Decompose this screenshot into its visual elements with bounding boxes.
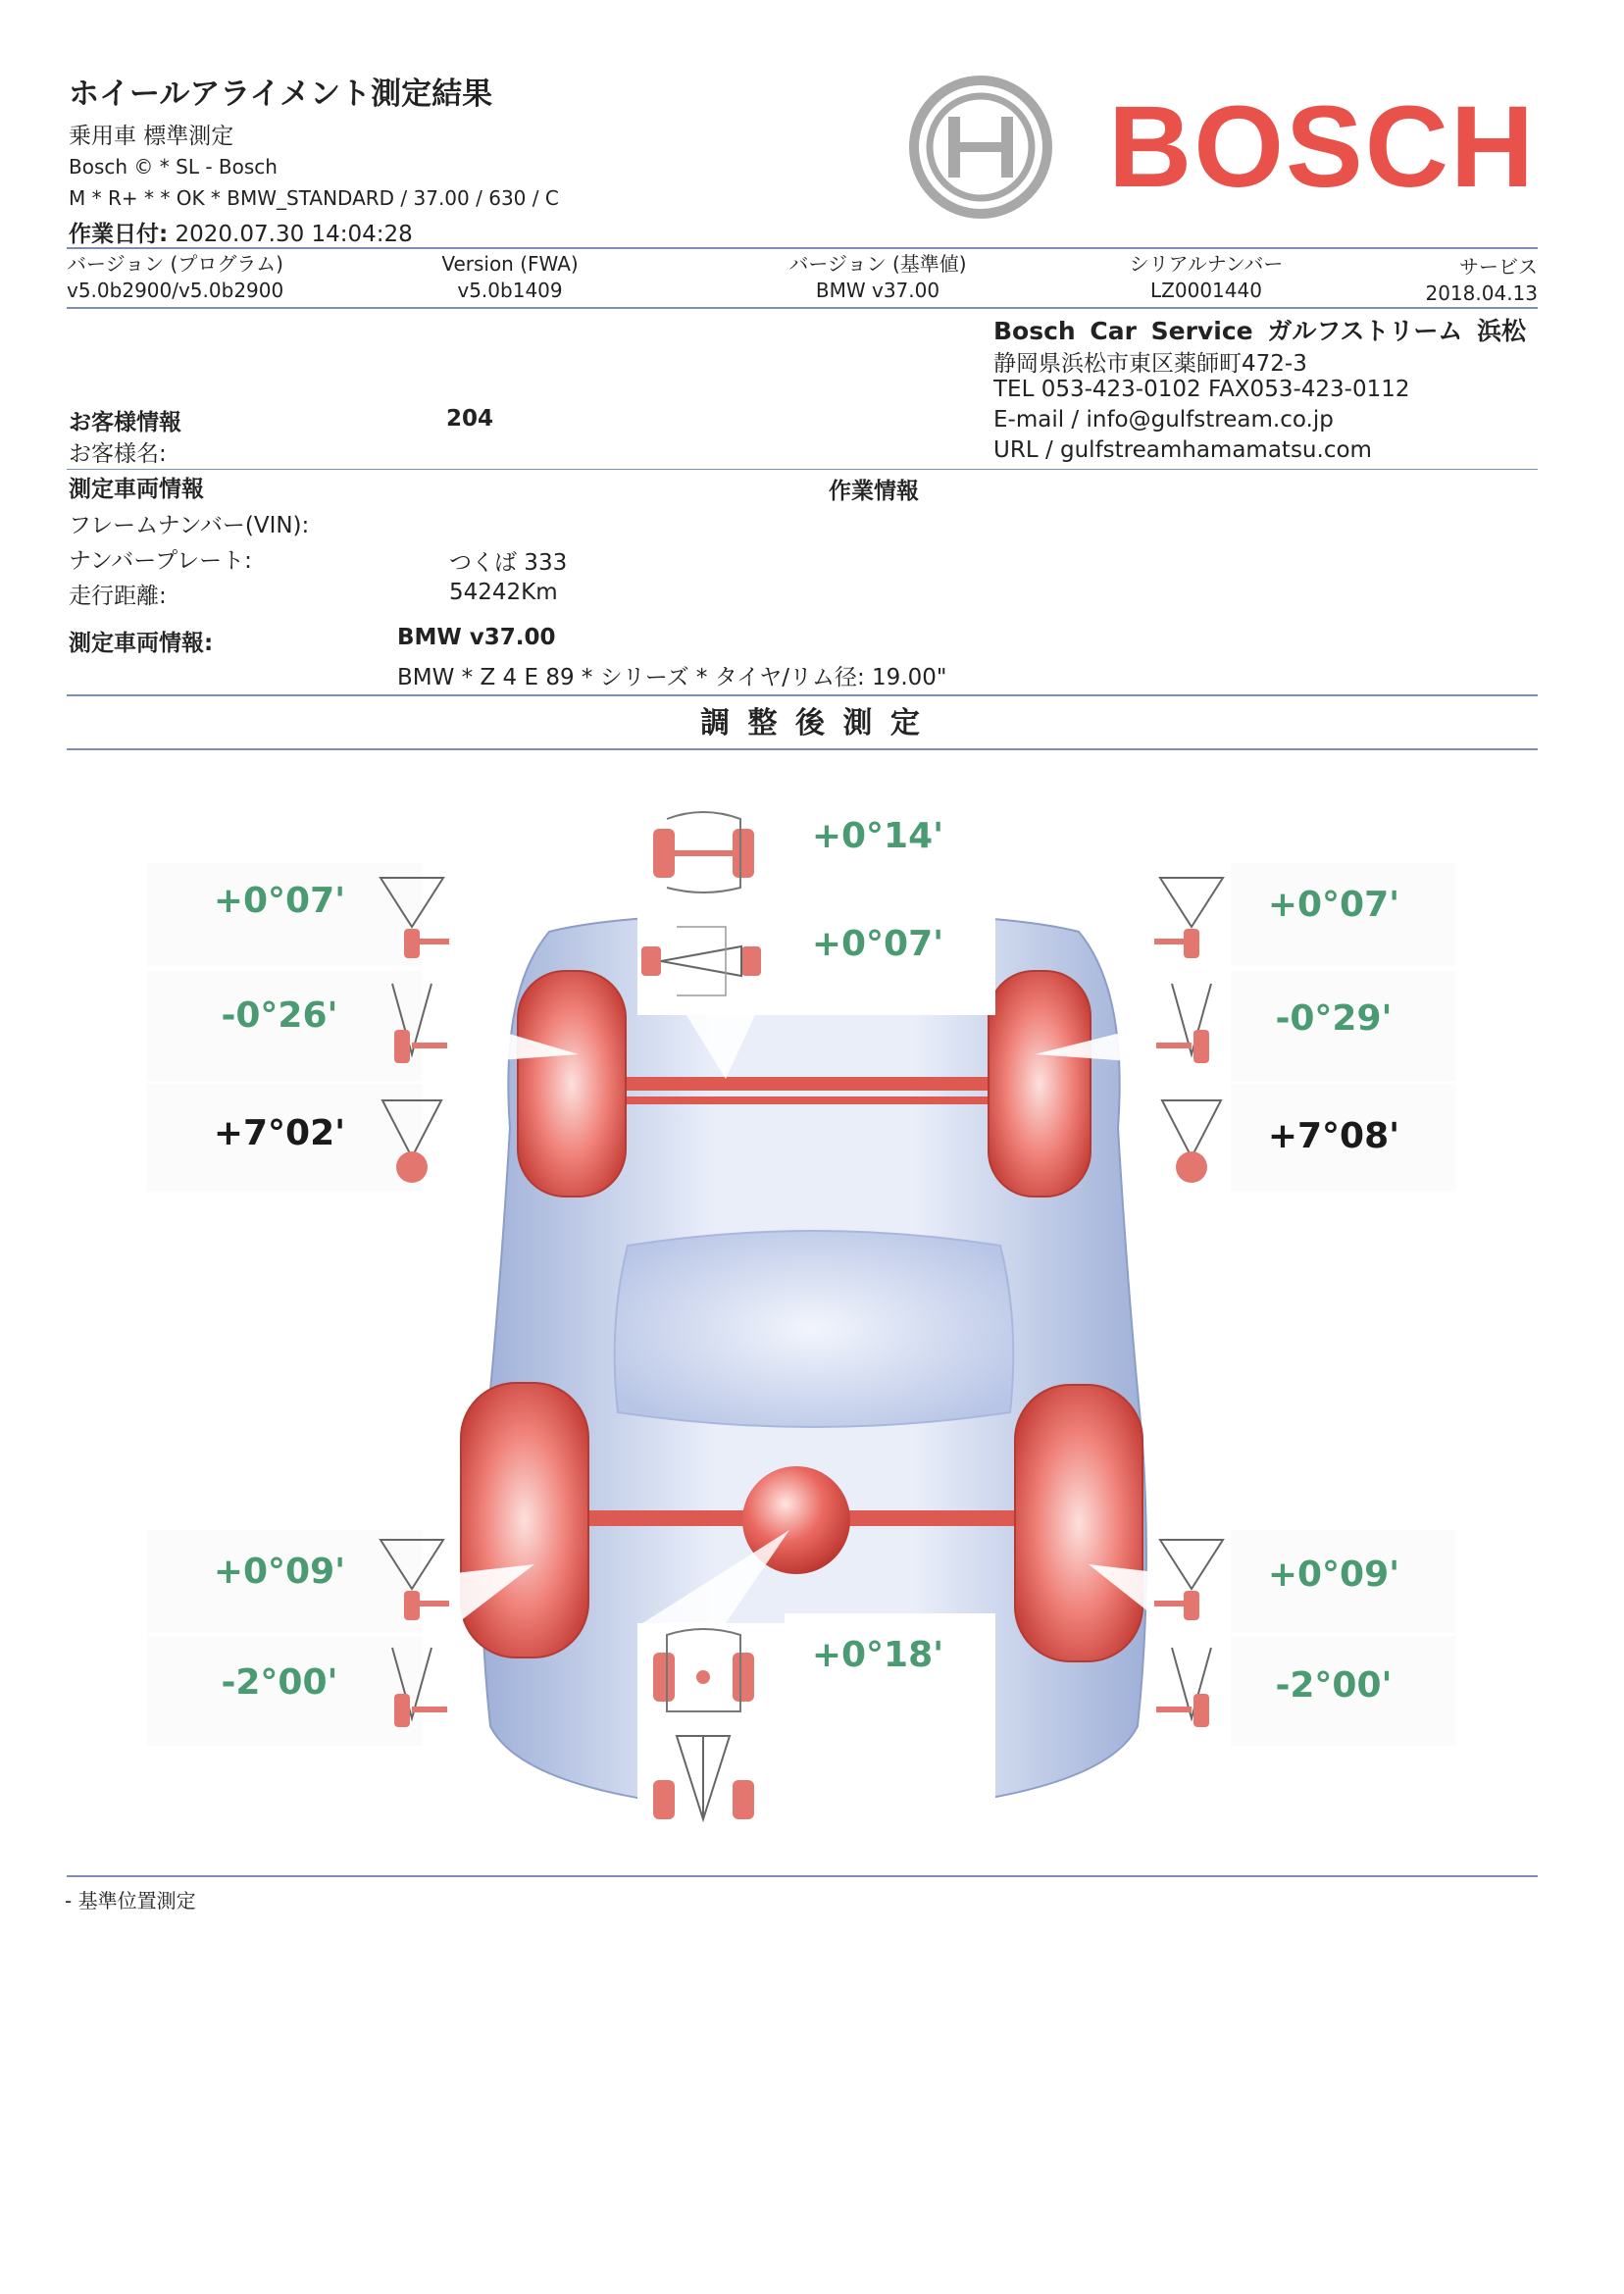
vin-label: フレームナンバー(VIN): xyxy=(69,513,310,538)
version-label: Version (FWA) xyxy=(441,252,579,276)
total-toe-icon xyxy=(647,809,760,897)
camber-icon xyxy=(373,1640,451,1738)
plate-value: つくば 333 xyxy=(449,550,568,576)
customer-section-label: お客様情報 xyxy=(69,410,181,435)
version-value: 2018.04.13 xyxy=(1425,281,1538,305)
version-label: シリアルナンバー xyxy=(1129,252,1284,276)
caster-icon xyxy=(1152,1089,1231,1187)
toe-icon xyxy=(1152,868,1231,966)
toe-icon xyxy=(1152,1530,1231,1628)
plate-label: ナンバープレート: xyxy=(69,548,252,574)
front-left-caster-value: +7°02' xyxy=(213,1113,346,1153)
vehicle-section-label: 測定車両情報 xyxy=(69,477,204,502)
rear-right-toe-value: +0°09' xyxy=(1267,1555,1400,1595)
rear-left-toe-value: +0°09' xyxy=(213,1552,346,1592)
shop-name: Bosch Car Service ガルフストリーム 浜松 xyxy=(993,317,1527,345)
vehicle-spec-detail: BMW * Z 4 E 89 * シリーズ * タイヤ/リム径: 19.00" xyxy=(397,665,947,690)
front-total-toe-value: +0°14' xyxy=(811,816,944,856)
version-label: バージョン (基準値) xyxy=(788,252,967,276)
version-value: LZ0001440 xyxy=(1150,279,1262,302)
shop-email: E-mail / info@gulfstream.co.jp xyxy=(993,407,1334,433)
report-title: ホイールアライメント測定結果 xyxy=(69,76,493,112)
report-subtitle: 乗用車 標準測定 xyxy=(69,124,234,149)
rear-thrust-value: +0°18' xyxy=(811,1635,944,1675)
front-right-toe-value: +0°07' xyxy=(1267,885,1400,925)
customer-name-label: お客様名: xyxy=(69,441,167,467)
setback-icon xyxy=(637,917,765,1005)
shop-url: URL / gulfstreamhamamatsu.com xyxy=(993,437,1372,463)
rear-right-camber-value: -2°00' xyxy=(1275,1665,1393,1706)
camber-icon xyxy=(1152,1640,1231,1738)
shop-phone: TEL 053-423-0102 FAX053-423-0112 xyxy=(993,377,1410,402)
divider xyxy=(67,1875,1538,1877)
footer-note: - 基準位置測定 xyxy=(65,1889,196,1912)
caster-icon xyxy=(373,1089,451,1187)
section-title: 調 整 後 測 定 xyxy=(700,706,924,740)
front-right-caster-value: +7°08' xyxy=(1267,1116,1400,1156)
camber-icon xyxy=(1152,976,1231,1074)
shop-address: 静岡県浜松市東区薬師町472-3 xyxy=(993,351,1307,377)
toe-icon xyxy=(373,1530,451,1628)
mileage-label: 走行距離: xyxy=(69,584,167,609)
vehicle-spec-value: BMW v37.00 xyxy=(397,625,556,650)
version-value: v5.0b1409 xyxy=(457,279,563,302)
thrust-angle-icon xyxy=(647,1726,760,1829)
customer-number: 204 xyxy=(446,406,494,432)
rear-left-camber-value: -2°00' xyxy=(221,1662,338,1703)
software-line: Bosch © * SL - Bosch xyxy=(69,155,278,178)
camber-icon xyxy=(373,976,451,1074)
work-info-label: 作業情報 xyxy=(829,479,919,504)
work-date-value: 2020.07.30 14:04:28 xyxy=(175,222,413,247)
bosch-wordmark: BOSCH xyxy=(1108,82,1537,212)
vehicle-spec-label: 測定車両情報: xyxy=(69,631,214,656)
mileage-value: 54242Km xyxy=(449,580,558,605)
rear-total-toe-icon xyxy=(647,1623,760,1721)
version-value: v5.0b2900/v5.0b2900 xyxy=(67,279,284,302)
work-date-label: 作業日付: xyxy=(69,222,169,247)
version-label: サービス xyxy=(1459,255,1538,279)
version-label: バージョン (プログラム) xyxy=(67,252,283,276)
front-left-camber-value: -0°26' xyxy=(221,995,338,1036)
front-setback-value: +0°07' xyxy=(811,924,944,964)
version-value: BMW v37.00 xyxy=(815,279,940,302)
front-right-camber-value: -0°29' xyxy=(1275,998,1393,1039)
toe-icon xyxy=(373,868,451,966)
front-left-toe-value: +0°07' xyxy=(213,881,346,921)
standard-line: M * R+ * * OK * BMW_STANDARD / 37.00 / 630 / C xyxy=(69,186,559,210)
